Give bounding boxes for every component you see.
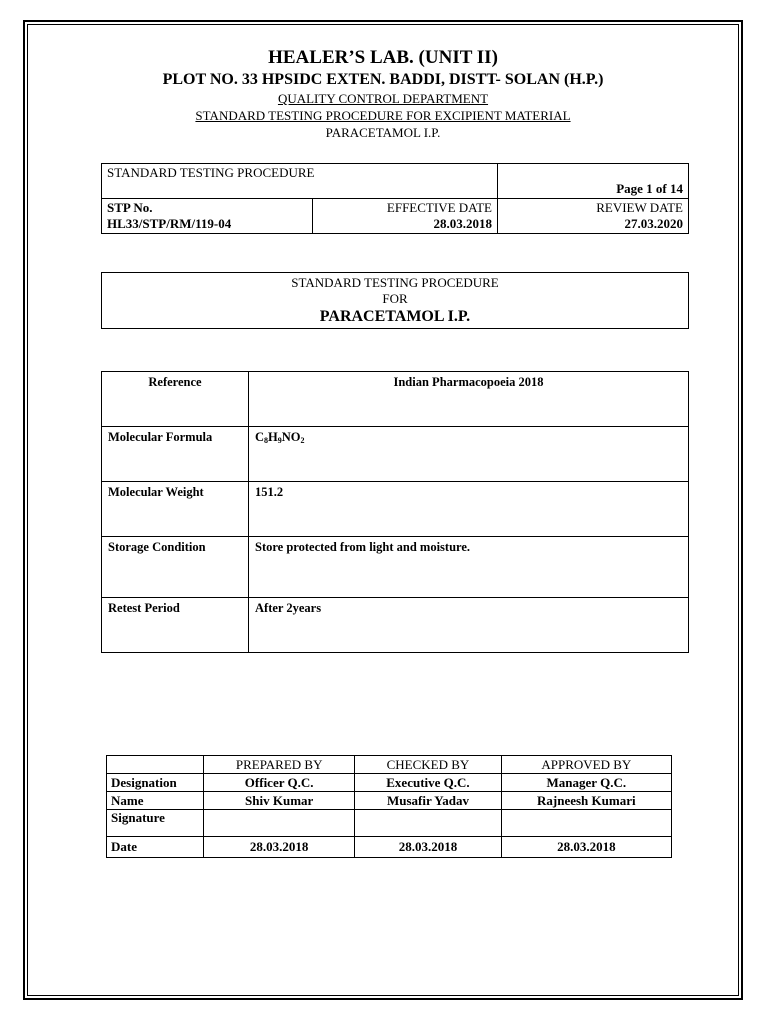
name-checked: Musafir Yadav: [355, 792, 501, 810]
stp-no-cell: [102, 199, 313, 234]
weight-value: 151.2: [249, 482, 689, 537]
prepared-by-header: PREPARED BY: [204, 756, 355, 774]
name-approved: Rajneesh Kumari: [501, 792, 671, 810]
name-prepared: Shiv Kumar: [204, 792, 355, 810]
procedure-title-box: [101, 272, 689, 329]
stp-heading: STANDARD TESTING PROCEDURE: [107, 165, 315, 180]
material-name: PARACETAMOL I.P.: [325, 125, 441, 140]
formula-label: Molecular Formula: [102, 427, 249, 482]
signature-label: Signature: [107, 810, 204, 837]
effective-date-value: 28.03.2018: [433, 216, 492, 231]
title-box-material: PARACETAMOL I.P.: [319, 308, 471, 325]
designation-approved: Manager Q.C.: [501, 774, 671, 792]
page-number-cell: [498, 164, 689, 199]
effective-date-label: EFFECTIVE DATE: [386, 200, 492, 215]
document-header: [27, 46, 739, 141]
department-title: QUALITY CONTROL DEPARTMENT: [277, 91, 489, 106]
date-checked: 28.03.2018: [355, 837, 501, 858]
retest-label: Retest Period: [102, 598, 249, 653]
retest-value: After 2years: [249, 598, 689, 653]
date-prepared: 28.03.2018: [204, 837, 355, 858]
storage-label: Storage Condition: [102, 537, 249, 598]
signoff-table: [106, 755, 672, 858]
approved-by-header: APPROVED BY: [501, 756, 671, 774]
stp-heading-cell: [102, 164, 498, 199]
stp-info-table: [101, 163, 689, 234]
review-date-value: 27.03.2020: [624, 216, 683, 231]
review-date-cell: [498, 199, 689, 234]
signature-checked: [355, 810, 501, 837]
signoff-corner: [107, 756, 204, 774]
designation-label: Designation: [107, 774, 204, 792]
stp-no-label: STP No.: [107, 200, 153, 215]
title-box-line-2: FOR: [382, 291, 408, 306]
signature-approved: [501, 810, 671, 837]
title-box-line-1: STANDARD TESTING PROCEDURE: [291, 275, 499, 290]
checked-by-header: CHECKED BY: [355, 756, 501, 774]
signature-prepared: [204, 810, 355, 837]
reference-label: Reference: [102, 372, 249, 427]
storage-value: Store protected from light and moisture.: [249, 537, 689, 598]
designation-checked: Executive Q.C.: [355, 774, 501, 792]
date-approved: 28.03.2018: [501, 837, 671, 858]
lab-address: PLOT NO. 33 HPSIDC EXTEN. BADDI, DISTT- SOLAN (H.P.): [162, 71, 604, 88]
procedure-type: STANDARD TESTING PROCEDURE FOR EXCIPIENT MATERIAL: [195, 108, 571, 123]
designation-prepared: Officer Q.C.: [204, 774, 355, 792]
reference-value: Indian Pharmacopoeia 2018: [249, 372, 689, 427]
weight-label: Molecular Weight: [102, 482, 249, 537]
review-date-label: REVIEW DATE: [596, 200, 683, 215]
effective-date-cell: [313, 199, 498, 234]
reference-table: [101, 371, 689, 653]
formula-value: $C_8H_9NO_2$: [249, 427, 689, 482]
lab-title: HEALER’S LAB. (UNIT II): [268, 47, 498, 68]
page-number: Page 1 of 14: [616, 181, 683, 196]
date-label: Date: [107, 837, 204, 858]
stp-no-value: HL33/STP/RM/119-04: [107, 216, 232, 231]
name-label: Name: [107, 792, 204, 810]
